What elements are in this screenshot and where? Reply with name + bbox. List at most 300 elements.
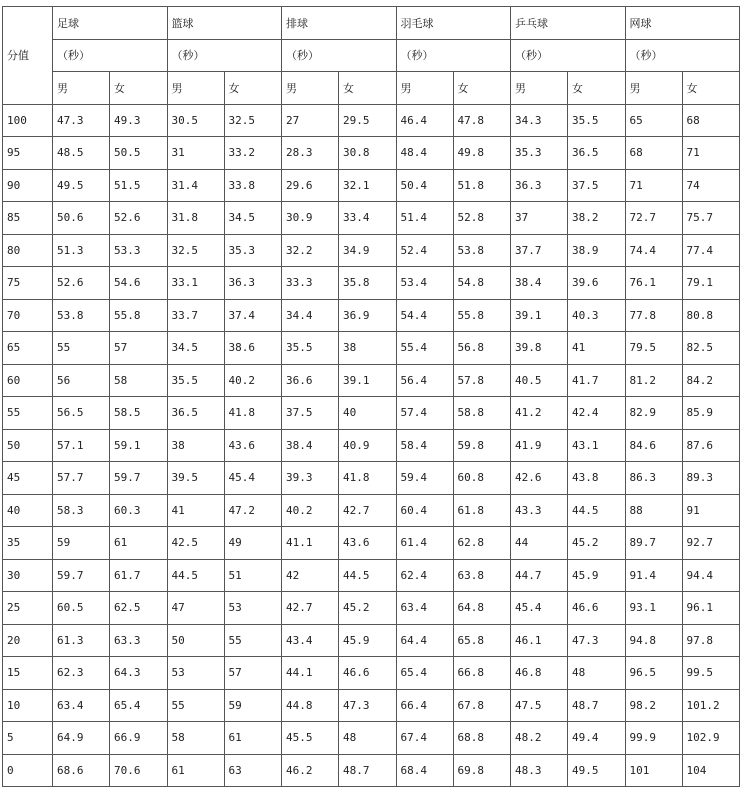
- score-value: 70: [3, 299, 53, 332]
- table-row: [3, 527, 740, 560]
- time-cell: 49.4: [568, 722, 626, 755]
- time-cell: 51.8: [453, 169, 511, 202]
- score-value: 10: [3, 689, 53, 722]
- score-value: 80: [3, 234, 53, 267]
- time-cell: 48.3: [511, 754, 568, 787]
- time-cell: 43.1: [568, 429, 626, 462]
- table-row: [3, 754, 740, 787]
- score-value: 75: [3, 267, 53, 300]
- time-cell: 55.8: [453, 299, 511, 332]
- time-cell: 74: [682, 169, 740, 202]
- time-cell: 33.4: [339, 202, 397, 235]
- time-cell: 34.4: [282, 299, 339, 332]
- score-value: 0: [3, 754, 53, 787]
- time-cell: 71: [682, 137, 740, 170]
- time-cell: 96.5: [625, 657, 682, 690]
- gender-row: [3, 72, 740, 105]
- time-cell: 51.5: [110, 169, 168, 202]
- time-cell: 56.5: [53, 397, 110, 430]
- time-cell: 48: [568, 657, 626, 690]
- time-cell: 94.8: [625, 624, 682, 657]
- time-cell: 61: [167, 754, 224, 787]
- time-cell: 48.5: [53, 137, 110, 170]
- time-cell: 99.5: [682, 657, 740, 690]
- table-row: [3, 592, 740, 625]
- table-row: [3, 202, 740, 235]
- sport-name-row: [3, 7, 740, 40]
- gender-female: 女: [682, 72, 740, 105]
- time-cell: 47.2: [224, 494, 282, 527]
- time-cell: 75.7: [682, 202, 740, 235]
- time-cell: 68.8: [453, 722, 511, 755]
- time-cell: 68.4: [396, 754, 453, 787]
- time-cell: 45.9: [568, 559, 626, 592]
- time-cell: 36.5: [167, 397, 224, 430]
- time-cell: 38: [167, 429, 224, 462]
- time-cell: 58.4: [396, 429, 453, 462]
- table-row: [3, 299, 740, 332]
- time-cell: 54.6: [110, 267, 168, 300]
- score-value: 35: [3, 527, 53, 560]
- score-column-header: 分值: [3, 7, 53, 105]
- time-cell: 44.5: [167, 559, 224, 592]
- time-cell: 37.4: [224, 299, 282, 332]
- time-cell: 32.1: [339, 169, 397, 202]
- time-cell: 44: [511, 527, 568, 560]
- time-cell: 35.3: [511, 137, 568, 170]
- time-cell: 57.4: [396, 397, 453, 430]
- time-cell: 45.2: [568, 527, 626, 560]
- unit-basketball: （秒）: [167, 39, 282, 72]
- gender-female: 女: [224, 72, 282, 105]
- table-row: [3, 689, 740, 722]
- time-cell: 47.3: [568, 624, 626, 657]
- time-cell: 50.4: [396, 169, 453, 202]
- time-cell: 41: [167, 494, 224, 527]
- unit-tennis: （秒）: [625, 39, 740, 72]
- unit-volleyball: （秒）: [282, 39, 397, 72]
- table-row: [3, 137, 740, 170]
- time-cell: 61.8: [453, 494, 511, 527]
- time-cell: 49.5: [568, 754, 626, 787]
- time-cell: 43.3: [511, 494, 568, 527]
- time-cell: 37.7: [511, 234, 568, 267]
- time-cell: 35.5: [167, 364, 224, 397]
- time-cell: 55: [224, 624, 282, 657]
- time-cell: 41: [568, 332, 626, 365]
- time-cell: 82.9: [625, 397, 682, 430]
- time-cell: 63: [224, 754, 282, 787]
- time-cell: 37.5: [282, 397, 339, 430]
- score-value: 30: [3, 559, 53, 592]
- time-cell: 30.8: [339, 137, 397, 170]
- time-cell: 91.4: [625, 559, 682, 592]
- time-cell: 40.5: [511, 364, 568, 397]
- time-cell: 94.4: [682, 559, 740, 592]
- score-value: 15: [3, 657, 53, 690]
- time-cell: 29.5: [339, 104, 397, 137]
- time-cell: 65.4: [396, 657, 453, 690]
- time-cell: 44.8: [282, 689, 339, 722]
- time-cell: 79.5: [625, 332, 682, 365]
- time-cell: 61.3: [53, 624, 110, 657]
- time-cell: 50.6: [53, 202, 110, 235]
- time-cell: 42: [282, 559, 339, 592]
- time-cell: 37: [511, 202, 568, 235]
- time-cell: 68.6: [53, 754, 110, 787]
- time-cell: 42.7: [282, 592, 339, 625]
- time-cell: 47: [167, 592, 224, 625]
- time-cell: 41.8: [224, 397, 282, 430]
- time-cell: 53.8: [453, 234, 511, 267]
- time-cell: 48.7: [339, 754, 397, 787]
- time-cell: 53: [167, 657, 224, 690]
- table-row: [3, 722, 740, 755]
- time-cell: 104: [682, 754, 740, 787]
- gender-female: 女: [453, 72, 511, 105]
- sport-header-badminton: 羽毛球: [396, 7, 511, 40]
- time-cell: 41.7: [568, 364, 626, 397]
- time-cell: 34.9: [339, 234, 397, 267]
- time-cell: 40.2: [282, 494, 339, 527]
- time-cell: 85.9: [682, 397, 740, 430]
- time-cell: 38.9: [568, 234, 626, 267]
- time-cell: 42.5: [167, 527, 224, 560]
- score-value: 40: [3, 494, 53, 527]
- sport-header-football: 足球: [53, 7, 168, 40]
- time-cell: 60.5: [53, 592, 110, 625]
- time-cell: 39.8: [511, 332, 568, 365]
- time-cell: 56: [53, 364, 110, 397]
- time-cell: 33.1: [167, 267, 224, 300]
- time-cell: 31: [167, 137, 224, 170]
- time-cell: 55: [53, 332, 110, 365]
- time-cell: 38.4: [282, 429, 339, 462]
- table-row: [3, 494, 740, 527]
- time-cell: 32.2: [282, 234, 339, 267]
- time-cell: 86.3: [625, 462, 682, 495]
- time-cell: 45.9: [339, 624, 397, 657]
- time-cell: 64.9: [53, 722, 110, 755]
- time-cell: 64.3: [110, 657, 168, 690]
- time-cell: 48.2: [511, 722, 568, 755]
- time-cell: 76.1: [625, 267, 682, 300]
- time-cell: 31.8: [167, 202, 224, 235]
- sport-header-tennis: 网球: [625, 7, 740, 40]
- sport-header-table-tennis: 乒乓球: [511, 7, 626, 40]
- time-cell: 34.5: [167, 332, 224, 365]
- gender-male: 男: [282, 72, 339, 105]
- time-cell: 41.8: [339, 462, 397, 495]
- score-value: 45: [3, 462, 53, 495]
- time-cell: 77.8: [625, 299, 682, 332]
- time-cell: 38.4: [511, 267, 568, 300]
- time-cell: 41.1: [282, 527, 339, 560]
- time-cell: 41.9: [511, 429, 568, 462]
- time-cell: 81.2: [625, 364, 682, 397]
- time-cell: 36.9: [339, 299, 397, 332]
- time-cell: 46.1: [511, 624, 568, 657]
- time-cell: 47.8: [453, 104, 511, 137]
- time-cell: 59.4: [396, 462, 453, 495]
- table-row: [3, 397, 740, 430]
- time-cell: 40.2: [224, 364, 282, 397]
- time-cell: 62.8: [453, 527, 511, 560]
- score-value: 50: [3, 429, 53, 462]
- time-cell: 102.9: [682, 722, 740, 755]
- time-cell: 59.7: [110, 462, 168, 495]
- time-cell: 53.3: [110, 234, 168, 267]
- time-cell: 35.8: [339, 267, 397, 300]
- time-cell: 89.3: [682, 462, 740, 495]
- time-cell: 60.8: [453, 462, 511, 495]
- table-row: [3, 104, 740, 137]
- table-row: [3, 234, 740, 267]
- time-cell: 99.9: [625, 722, 682, 755]
- time-cell: 77.4: [682, 234, 740, 267]
- time-cell: 34.5: [224, 202, 282, 235]
- time-cell: 66.9: [110, 722, 168, 755]
- time-cell: 45.2: [339, 592, 397, 625]
- time-cell: 59: [224, 689, 282, 722]
- time-cell: 57: [110, 332, 168, 365]
- time-cell: 51.3: [53, 234, 110, 267]
- time-cell: 43.8: [568, 462, 626, 495]
- time-cell: 66.4: [396, 689, 453, 722]
- time-cell: 46.4: [396, 104, 453, 137]
- time-cell: 38.2: [568, 202, 626, 235]
- gender-male: 男: [53, 72, 110, 105]
- score-value: 55: [3, 397, 53, 430]
- time-cell: 68: [682, 104, 740, 137]
- time-cell: 39.1: [511, 299, 568, 332]
- gender-female: 女: [339, 72, 397, 105]
- time-cell: 44.1: [282, 657, 339, 690]
- time-cell: 39.1: [339, 364, 397, 397]
- time-cell: 72.7: [625, 202, 682, 235]
- time-cell: 65.4: [110, 689, 168, 722]
- time-cell: 40: [339, 397, 397, 430]
- table-row: [3, 624, 740, 657]
- time-cell: 82.5: [682, 332, 740, 365]
- time-cell: 60.3: [110, 494, 168, 527]
- time-cell: 35.5: [282, 332, 339, 365]
- time-cell: 52.4: [396, 234, 453, 267]
- time-cell: 57: [224, 657, 282, 690]
- time-cell: 62.3: [53, 657, 110, 690]
- time-cell: 55: [167, 689, 224, 722]
- time-cell: 92.7: [682, 527, 740, 560]
- time-cell: 47.5: [511, 689, 568, 722]
- time-cell: 61: [110, 527, 168, 560]
- time-cell: 38: [339, 332, 397, 365]
- time-cell: 42.7: [339, 494, 397, 527]
- time-cell: 59: [53, 527, 110, 560]
- time-cell: 79.1: [682, 267, 740, 300]
- time-cell: 58.3: [53, 494, 110, 527]
- gender-male: 男: [625, 72, 682, 105]
- table-row: [3, 364, 740, 397]
- time-cell: 61.4: [396, 527, 453, 560]
- table-row: [3, 429, 740, 462]
- time-cell: 30.5: [167, 104, 224, 137]
- time-cell: 60.4: [396, 494, 453, 527]
- score-value: 65: [3, 332, 53, 365]
- table-row: [3, 462, 740, 495]
- time-cell: 80.8: [682, 299, 740, 332]
- time-cell: 65.8: [453, 624, 511, 657]
- time-cell: 101.2: [682, 689, 740, 722]
- time-cell: 33.2: [224, 137, 282, 170]
- time-cell: 44.7: [511, 559, 568, 592]
- time-cell: 53.4: [396, 267, 453, 300]
- time-cell: 45.5: [282, 722, 339, 755]
- time-cell: 97.8: [682, 624, 740, 657]
- time-cell: 55.4: [396, 332, 453, 365]
- time-cell: 47.3: [339, 689, 397, 722]
- time-cell: 30.9: [282, 202, 339, 235]
- time-cell: 39.6: [568, 267, 626, 300]
- time-cell: 101: [625, 754, 682, 787]
- unit-table-tennis: （秒）: [511, 39, 626, 72]
- table-row: [3, 559, 740, 592]
- time-cell: 33.8: [224, 169, 282, 202]
- time-cell: 93.1: [625, 592, 682, 625]
- time-cell: 87.6: [682, 429, 740, 462]
- time-cell: 62.4: [396, 559, 453, 592]
- time-cell: 49.8: [453, 137, 511, 170]
- time-cell: 91: [682, 494, 740, 527]
- time-cell: 33.7: [167, 299, 224, 332]
- time-cell: 69.8: [453, 754, 511, 787]
- time-cell: 40.9: [339, 429, 397, 462]
- time-cell: 34.3: [511, 104, 568, 137]
- time-cell: 48: [339, 722, 397, 755]
- time-cell: 47.3: [53, 104, 110, 137]
- time-cell: 59.8: [453, 429, 511, 462]
- time-cell: 38.6: [224, 332, 282, 365]
- time-cell: 61: [224, 722, 282, 755]
- time-cell: 42.4: [568, 397, 626, 430]
- time-cell: 63.3: [110, 624, 168, 657]
- time-cell: 62.5: [110, 592, 168, 625]
- time-cell: 44.5: [339, 559, 397, 592]
- time-cell: 51: [224, 559, 282, 592]
- time-cell: 45.4: [224, 462, 282, 495]
- time-cell: 52.8: [453, 202, 511, 235]
- gender-female: 女: [568, 72, 626, 105]
- time-cell: 61.7: [110, 559, 168, 592]
- time-cell: 35.5: [568, 104, 626, 137]
- table-header: [3, 7, 740, 105]
- time-cell: 54.8: [453, 267, 511, 300]
- time-cell: 63.4: [396, 592, 453, 625]
- time-cell: 28.3: [282, 137, 339, 170]
- unit-row: [3, 39, 740, 72]
- gender-male: 男: [167, 72, 224, 105]
- time-cell: 32.5: [167, 234, 224, 267]
- time-cell: 59.7: [53, 559, 110, 592]
- time-cell: 48.4: [396, 137, 453, 170]
- time-cell: 29.6: [282, 169, 339, 202]
- time-cell: 49.3: [110, 104, 168, 137]
- time-cell: 49.5: [53, 169, 110, 202]
- time-cell: 53: [224, 592, 282, 625]
- time-cell: 74.4: [625, 234, 682, 267]
- score-table: [2, 6, 740, 787]
- time-cell: 56.4: [396, 364, 453, 397]
- time-cell: 57.8: [453, 364, 511, 397]
- time-cell: 33.3: [282, 267, 339, 300]
- time-cell: 66.8: [453, 657, 511, 690]
- gender-female: 女: [110, 72, 168, 105]
- time-cell: 46.6: [568, 592, 626, 625]
- time-cell: 57.1: [53, 429, 110, 462]
- time-cell: 36.3: [224, 267, 282, 300]
- time-cell: 71: [625, 169, 682, 202]
- time-cell: 58.5: [110, 397, 168, 430]
- time-cell: 36.5: [568, 137, 626, 170]
- time-cell: 70.6: [110, 754, 168, 787]
- gender-male: 男: [511, 72, 568, 105]
- time-cell: 46.2: [282, 754, 339, 787]
- table-row: [3, 657, 740, 690]
- time-cell: 35.3: [224, 234, 282, 267]
- time-cell: 45.4: [511, 592, 568, 625]
- score-value: 95: [3, 137, 53, 170]
- time-cell: 36.3: [511, 169, 568, 202]
- time-cell: 58: [110, 364, 168, 397]
- time-cell: 39.5: [167, 462, 224, 495]
- time-cell: 55.8: [110, 299, 168, 332]
- table-row: [3, 169, 740, 202]
- score-value: 5: [3, 722, 53, 755]
- time-cell: 41.2: [511, 397, 568, 430]
- table-row: [3, 267, 740, 300]
- time-cell: 88: [625, 494, 682, 527]
- time-cell: 44.5: [568, 494, 626, 527]
- time-cell: 51.4: [396, 202, 453, 235]
- time-cell: 46.6: [339, 657, 397, 690]
- time-cell: 63.8: [453, 559, 511, 592]
- score-value: 20: [3, 624, 53, 657]
- score-value: 100: [3, 104, 53, 137]
- score-value: 85: [3, 202, 53, 235]
- time-cell: 52.6: [110, 202, 168, 235]
- time-cell: 53.8: [53, 299, 110, 332]
- time-cell: 84.6: [625, 429, 682, 462]
- time-cell: 52.6: [53, 267, 110, 300]
- sport-header-volleyball: 排球: [282, 7, 397, 40]
- sport-header-basketball: 篮球: [167, 7, 282, 40]
- time-cell: 56.8: [453, 332, 511, 365]
- time-cell: 64.4: [396, 624, 453, 657]
- time-cell: 50: [167, 624, 224, 657]
- time-cell: 49: [224, 527, 282, 560]
- time-cell: 59.1: [110, 429, 168, 462]
- time-cell: 31.4: [167, 169, 224, 202]
- unit-football: （秒）: [53, 39, 168, 72]
- time-cell: 37.5: [568, 169, 626, 202]
- gender-male: 男: [396, 72, 453, 105]
- time-cell: 63.4: [53, 689, 110, 722]
- time-cell: 58: [167, 722, 224, 755]
- time-cell: 50.5: [110, 137, 168, 170]
- time-cell: 57.7: [53, 462, 110, 495]
- time-cell: 48.7: [568, 689, 626, 722]
- time-cell: 39.3: [282, 462, 339, 495]
- time-cell: 96.1: [682, 592, 740, 625]
